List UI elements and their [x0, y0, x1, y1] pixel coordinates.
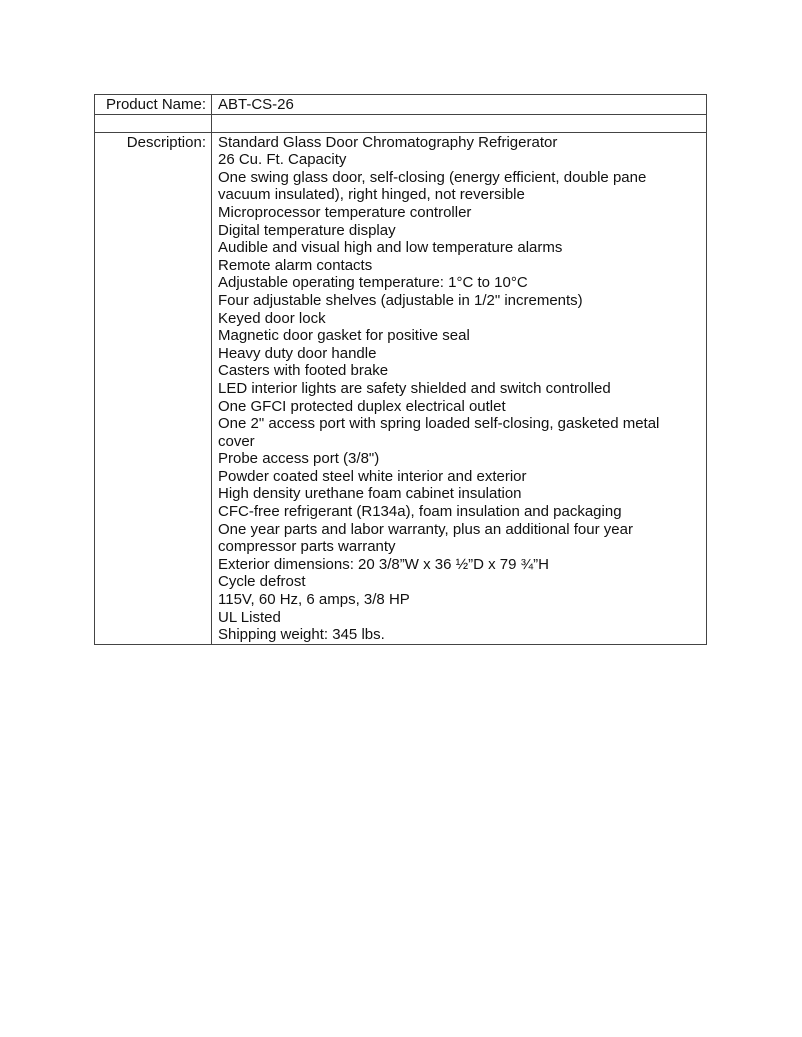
- product-name-value: ABT-CS-26: [212, 95, 707, 115]
- description-row: [95, 132, 707, 644]
- description-label: Description:: [95, 132, 212, 644]
- description-line: Probe access port (3/8"): [218, 450, 380, 468]
- description-line: One swing glass door, self-closing (energy efficient, double pane vacuum insulated), right hinged, not reversible: [218, 168, 647, 204]
- description-line: Remote alarm contacts: [218, 256, 373, 274]
- description-line: One 2" access port with spring loaded self-closing, gasketed metal cover: [218, 415, 660, 450]
- description-line: One GFCI protected duplex electrical outlet: [218, 397, 506, 415]
- description-line: Digital temperature display: [218, 221, 396, 239]
- description-line: CFC-free refrigerant (R134a), foam insulation and packaging: [218, 503, 622, 521]
- product-spec-table: [94, 94, 707, 645]
- description-line: Microprocessor temperature controller: [218, 203, 472, 221]
- description-value: [212, 132, 707, 644]
- description-line: Keyed door lock: [218, 309, 326, 327]
- description-line: Cycle defrost: [218, 573, 306, 591]
- description-line: High density urethane foam cabinet insulation: [218, 485, 522, 503]
- description-line: Four adjustable shelves (adjustable in 1/2" increments): [218, 291, 583, 309]
- description-line: Adjustable operating temperature: 1°C to 10°C: [218, 274, 528, 292]
- spacer-cell: [212, 114, 707, 132]
- spacer-row: [95, 114, 707, 132]
- description-line: Magnetic door gasket for positive seal: [218, 327, 470, 345]
- description-line: One year parts and labor warranty, plus an additional four year compressor parts warranty: [218, 520, 633, 556]
- description-line: 115V, 60 Hz, 6 amps, 3/8 HP: [218, 591, 410, 609]
- description-line: Standard Glass Door Chromatography Refrigerator: [218, 133, 558, 151]
- description-line: 26 Cu. Ft. Capacity: [218, 151, 347, 169]
- product-name-label: Product Name:: [95, 95, 212, 115]
- description-line: Heavy duty door handle: [218, 344, 377, 362]
- description-line: Audible and visual high and low temperature alarms: [218, 239, 563, 257]
- description-line: LED interior lights are safety shielded and switch controlled: [218, 379, 611, 397]
- description-line: Exterior dimensions: 20 3/8”W x 36 ½”D x 79 ¾”H: [218, 555, 549, 573]
- spacer-cell: [95, 114, 212, 132]
- description-line: Shipping weight: 345 lbs.: [218, 626, 385, 644]
- product-name-row: [95, 95, 707, 115]
- description-line: Casters with footed brake: [218, 362, 389, 380]
- description-line: Powder coated steel white interior and exterior: [218, 467, 527, 485]
- description-line: UL Listed: [218, 608, 281, 626]
